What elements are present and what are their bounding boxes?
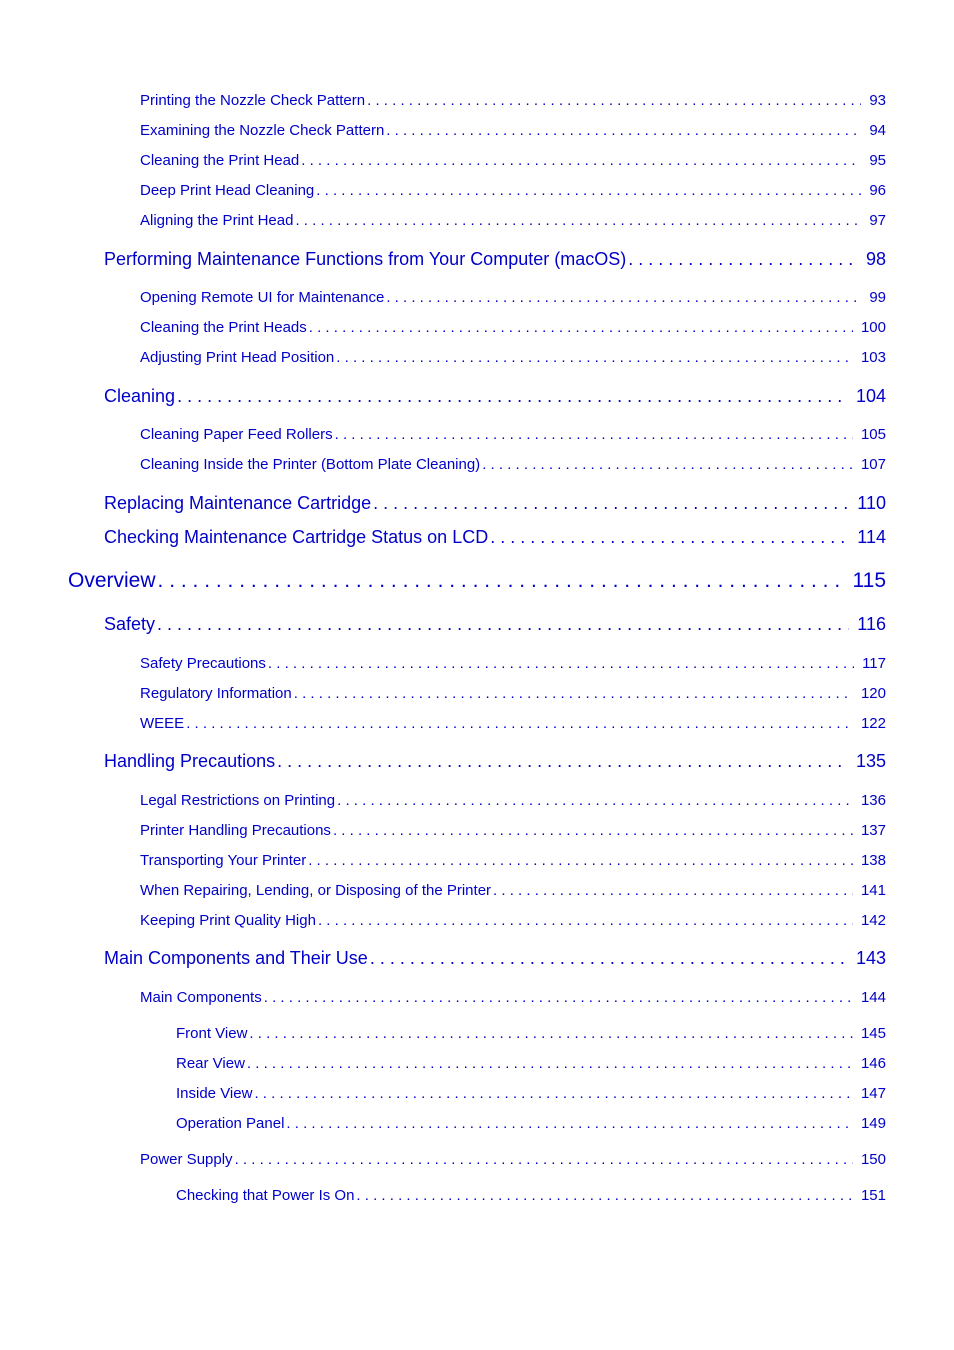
toc-entry-title: Front View xyxy=(176,1025,248,1042)
toc-entry-page-number: 136 xyxy=(860,792,886,809)
dot-leader xyxy=(336,349,853,366)
toc-entry-title: Cleaning the Print Heads xyxy=(140,319,307,336)
toc-entry-title: Transporting Your Printer xyxy=(140,852,307,869)
toc-entry-title: Rear View xyxy=(176,1055,245,1072)
dot-leader xyxy=(277,751,848,772)
dot-leader xyxy=(316,182,861,199)
toc-entry-page-number: 99 xyxy=(869,289,886,306)
dot-leader xyxy=(249,1025,853,1042)
dot-leader xyxy=(335,426,853,443)
dot-leader xyxy=(264,989,853,1006)
toc-entry-title: Keeping Print Quality High xyxy=(140,912,316,929)
toc-entry-title: When Repairing, Lending, or Disposing of the Printer xyxy=(140,882,492,899)
toc-entry-deep-print-head-cleaning[interactable] xyxy=(140,182,886,199)
dot-leader xyxy=(294,685,853,702)
dot-leader xyxy=(493,882,853,899)
dot-leader xyxy=(356,1187,853,1204)
toc-entry-cleaning-paper-feed-rollers[interactable] xyxy=(140,426,886,443)
toc-entry-title: Printer Handling Precautions xyxy=(140,822,331,839)
toc-entry-title: Opening Remote UI for Maintenance xyxy=(140,289,385,306)
toc-entry-page-number: 137 xyxy=(860,822,886,839)
toc-entry-aligning-print-head[interactable] xyxy=(140,212,886,229)
toc-entry-title: Safety xyxy=(104,614,156,634)
dot-leader xyxy=(628,249,858,270)
toc-entry-replacing-maintenance-cartridge[interactable] xyxy=(104,493,886,514)
toc-entry-safety[interactable] xyxy=(104,614,886,635)
toc-entry-main-components-and-use[interactable] xyxy=(104,948,886,969)
toc-entry-page-number: 135 xyxy=(855,751,886,771)
toc-entry-checking-power-is-on[interactable] xyxy=(176,1187,886,1204)
toc-entry-page-number: 104 xyxy=(855,386,886,406)
toc-entry-overview[interactable] xyxy=(68,569,886,593)
toc-entry-cleaning[interactable] xyxy=(104,386,886,407)
toc-entry-title: Overview xyxy=(68,569,156,592)
toc-entry-page-number: 98 xyxy=(865,249,886,269)
dot-leader xyxy=(268,655,854,672)
toc-entry-title: Main Components xyxy=(140,989,262,1006)
toc-entry-page-number: 114 xyxy=(857,527,886,547)
toc-entry-title: Cleaning Paper Feed Rollers xyxy=(140,426,333,443)
toc-entry-page-number: 151 xyxy=(860,1187,886,1204)
toc-entry-front-view[interactable] xyxy=(176,1025,886,1042)
toc-entry-title: Performing Maintenance Functions from Your Computer (macOS) xyxy=(104,249,627,269)
toc-entry-inside-view[interactable] xyxy=(176,1085,886,1102)
toc-entry-cleaning-inside-printer[interactable] xyxy=(140,456,886,473)
toc-entry-page-number: 117 xyxy=(862,655,886,672)
dot-leader xyxy=(301,152,861,169)
toc-entry-title: Cleaning xyxy=(104,386,176,406)
toc-entry-page-number: 138 xyxy=(860,852,886,869)
toc-entry-title: Power Supply xyxy=(140,1151,233,1168)
toc-entry-page-number: 141 xyxy=(860,882,886,899)
toc-entry-rear-view[interactable] xyxy=(176,1055,886,1072)
toc-entry-page-number: 116 xyxy=(857,614,886,634)
toc-entry-title: Safety Precautions xyxy=(140,655,266,672)
toc-entry-title: Handling Precautions xyxy=(104,751,276,771)
dot-leader xyxy=(235,1151,853,1168)
toc-entry-page-number: 149 xyxy=(860,1115,886,1132)
toc-entry-page-number: 147 xyxy=(860,1085,886,1102)
toc-entry-title: Replacing Maintenance Cartridge xyxy=(104,493,372,513)
toc-entry-title: Aligning the Print Head xyxy=(140,212,294,229)
toc-entry-page-number: 95 xyxy=(869,152,886,169)
dot-leader xyxy=(295,212,861,229)
toc-entry-title: Deep Print Head Cleaning xyxy=(140,182,315,199)
toc-entry-title: Inside View xyxy=(176,1085,253,1102)
dot-leader xyxy=(318,912,853,929)
dot-leader xyxy=(373,493,849,514)
dot-leader xyxy=(386,289,861,306)
toc-entry-page-number: 110 xyxy=(857,493,886,513)
toc-entry-title: Cleaning Inside the Printer (Bottom Plate Cleaning) xyxy=(140,456,481,473)
toc-entry-checking-maintenance-cartridge-status[interactable] xyxy=(104,527,886,548)
dot-leader xyxy=(309,319,853,336)
dot-leader xyxy=(177,386,848,407)
toc-entry-opening-remote-ui[interactable] xyxy=(140,289,886,306)
toc-entry-page-number: 97 xyxy=(869,212,886,229)
toc-entry-title: Printing the Nozzle Check Pattern xyxy=(140,92,366,109)
toc-entry-transporting-printer[interactable] xyxy=(140,852,886,869)
toc-entry-title: Examining the Nozzle Check Pattern xyxy=(140,122,385,139)
dot-leader xyxy=(490,527,849,548)
toc-entry-legal-restrictions-printing[interactable] xyxy=(140,792,886,809)
toc-entry-page-number: 100 xyxy=(860,319,886,336)
toc-entry-maintenance-from-computer-macos[interactable] xyxy=(104,249,886,270)
toc-entry-page-number: 105 xyxy=(860,426,886,443)
dot-leader xyxy=(370,948,848,969)
dot-leader xyxy=(186,715,853,732)
toc-entry-operation-panel[interactable] xyxy=(176,1115,886,1132)
toc-entry-page-number: 145 xyxy=(860,1025,886,1042)
toc-entry-page-number: 144 xyxy=(860,989,886,1006)
toc-entry-page-number: 115 xyxy=(852,569,886,592)
toc-entry-title: Main Components and Their Use xyxy=(104,948,368,968)
toc-entry-page-number: 93 xyxy=(869,92,886,109)
toc-entry-cleaning-print-heads[interactable] xyxy=(140,319,886,336)
toc-entry-keeping-print-quality-high[interactable] xyxy=(140,912,886,929)
dot-leader xyxy=(337,792,853,809)
dot-leader xyxy=(254,1085,853,1102)
toc-entry-title: Adjusting Print Head Position xyxy=(140,349,335,366)
toc-entry-printing-nozzle-check-pattern[interactable] xyxy=(140,92,886,109)
dot-leader xyxy=(367,92,861,109)
toc-entry-weee[interactable] xyxy=(140,715,886,732)
dot-leader xyxy=(286,1115,853,1132)
toc-entry-power-supply[interactable] xyxy=(140,1151,886,1168)
dot-leader xyxy=(308,852,853,869)
toc-entry-page-number: 107 xyxy=(860,456,886,473)
toc-entry-adjusting-print-head-position[interactable] xyxy=(140,349,886,366)
toc-entry-page-number: 150 xyxy=(860,1151,886,1168)
toc-entry-repairing-lending-disposing[interactable] xyxy=(140,882,886,899)
dot-leader xyxy=(247,1055,853,1072)
toc-entry-page-number: 96 xyxy=(869,182,886,199)
toc-entry-handling-precautions[interactable] xyxy=(104,751,886,772)
toc-entry-page-number: 122 xyxy=(860,715,886,732)
dot-leader xyxy=(158,569,845,593)
toc-entry-examining-nozzle-check-pattern[interactable] xyxy=(140,122,886,139)
toc-entry-title: Cleaning the Print Head xyxy=(140,152,300,169)
dot-leader xyxy=(333,822,853,839)
dot-leader xyxy=(482,456,853,473)
toc-entry-title: Operation Panel xyxy=(176,1115,285,1132)
toc-entry-regulatory-information[interactable] xyxy=(140,685,886,702)
toc-entry-cleaning-print-head[interactable] xyxy=(140,152,886,169)
toc-entry-title: Checking that Power Is On xyxy=(176,1187,355,1204)
toc-entry-safety-precautions[interactable] xyxy=(140,655,886,672)
toc-entry-title: Legal Restrictions on Printing xyxy=(140,792,336,809)
dot-leader xyxy=(157,614,849,635)
toc-entry-page-number: 143 xyxy=(855,948,886,968)
toc-entry-title: Regulatory Information xyxy=(140,685,292,702)
toc-entry-page-number: 94 xyxy=(869,122,886,139)
toc-entry-title: WEEE xyxy=(140,715,185,732)
dot-leader xyxy=(386,122,861,139)
toc-entry-page-number: 142 xyxy=(860,912,886,929)
toc-entry-main-components[interactable] xyxy=(140,989,886,1006)
toc-entry-page-number: 103 xyxy=(860,349,886,366)
toc-entry-page-number: 120 xyxy=(860,685,886,702)
toc-entry-page-number: 146 xyxy=(860,1055,886,1072)
toc-entry-printer-handling-precautions[interactable] xyxy=(140,822,886,839)
toc-entry-title: Checking Maintenance Cartridge Status on LCD xyxy=(104,527,489,547)
